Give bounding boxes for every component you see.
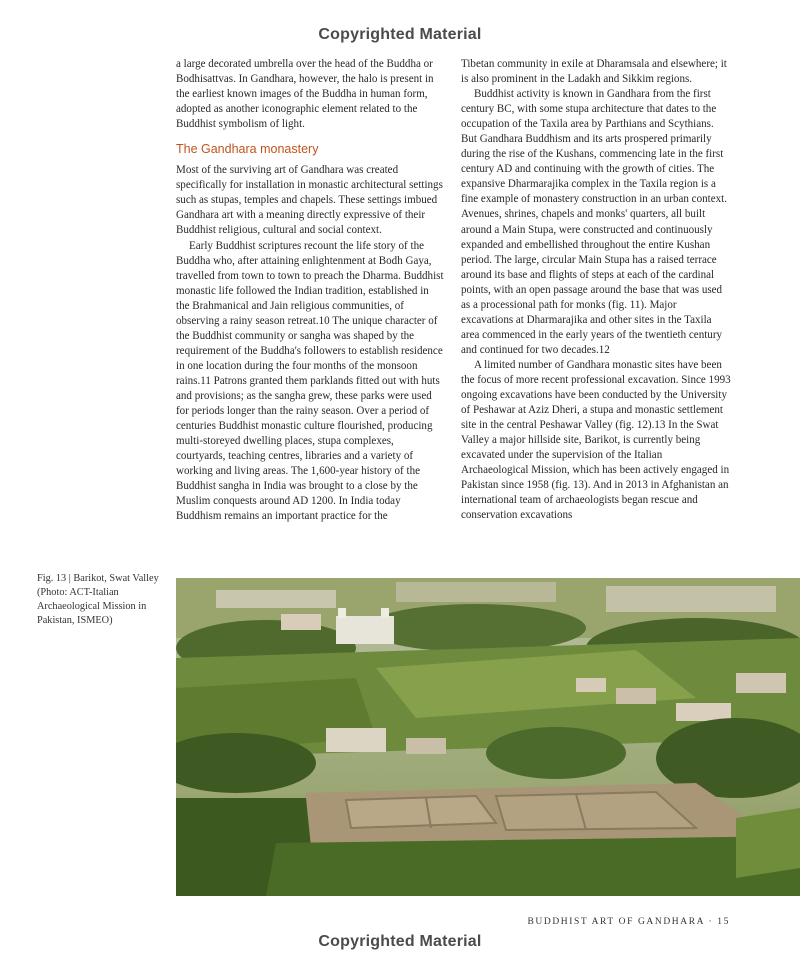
left-text-column [176, 57, 444, 524]
figure-caption: Fig. 13 | Barikot, Swat Valley (Photo: ACT-Italian Archaeological Mission in Pakistan, ISMEO) [37, 573, 159, 626]
aerial-photo [176, 578, 800, 896]
paragraph: Most of the surviving art of Gandhara was created specifically for installation in monastic architectural settings such as stupas, temples and chapels. These settings imbued Gandhara art with a meaning directly expressive of their Buddhist religious, cultural and social context. [176, 164, 443, 237]
paragraph: a large decorated umbrella over the head of the Buddha or Bodhisattvas. In Gandhara, however, the halo is present in the earliest known images of the Buddha in human form, adopted as another iconographic element related to the Buddhist symbolism of light. [176, 58, 434, 131]
paragraph: Early Buddhist scriptures recount the life story of the Buddha who, after attaining enlightenment at Bodh Gaya, travelled from town to town to preach the Dharma. Buddhist monastic life followed the Indian tradition, established in the Brahmanical and Jain religious communities, of observing a rainy season retreat.10 The unique character of the Buddhist community or sangha was shaped by the requirement of the Buddha's followers to establish residence in one location during the four months of the monsoon rains.11 Patrons granted them parklands fitted out with huts and provisions; as the sangha grew, these parks were used for periods longer than the rainy season. Over a period of centuries Buddhist monastic culture flourished, producing multi-storeyed dwelling places, stupa complexes, courtyards, teaching centres, libraries and a variety of working and living areas. The 1,600-year history of the Buddhist sangha in India was brought to a close by the Muslim conquests around AD 1200. In India today Buddhism remains an important practice for the [176, 239, 444, 523]
paragraph: Buddhist activity is known in Gandhara from the first century BC, with some stupa architecture that dates to the occupation of the Taxila area by Parthians and Scythians. But Gandhara Buddhism and its arts prospered primarily during the rise of the Kushans, commencing late in the first century AD and continuing with the growth of cities. The expansive Dharmarajika complex in the Taxila region is a fine example of monastery construction in an urban context. Avenues, shrines, chapels and monks' quarters, all built around a Main Stupa, were constructed and continuously expanded and embellished throughout the entire Kushan period. The large, circular Main Stupa has a raised terrace around its base and flights of steps at each of the cardinal points, with an open passage around the base that was used as a processional path for monks (fig. 11). Major excavations at Dharmarajika and other sites in the Taxila area commenced in the early years of the twentieth century and continued for two decades.12 [461, 88, 727, 356]
paragraph: Tibetan community in exile at Dharamsala and elsewhere; it is also prominent in the Ladakh and Sikkim regions. [461, 58, 727, 86]
aerial-photo-barikot-excavation [176, 578, 800, 896]
paragraph: A limited number of Gandhara monastic sites have been the focus of more recent professional excavation. Since 1993 ongoing excavations have been conducted by the University of Peshawar at Aziz Dheri, a stupa and monastic settlement site in the central Peshawar Valley (fig. 12).13 In the Swat Valley a major hillside site, Barikot, is currently being excavated under the supervision of the Italian Archaeological Mission, which has been actively engaged in Pakistan since 1958 (fig. 13). And in 2013 in Afghanistan an international team of archaeologists began rescue and conservation excavations [461, 358, 731, 522]
right-text-column [461, 57, 731, 523]
running-head-page-number: BUDDHIST ART OF GANDHARA · 15 [527, 917, 730, 927]
copyright-watermark-bottom: Copyrighted Material [318, 933, 482, 950]
copyright-watermark-top: Copyrighted Material [318, 26, 482, 43]
section-heading: The Gandhara monastery [176, 142, 319, 157]
